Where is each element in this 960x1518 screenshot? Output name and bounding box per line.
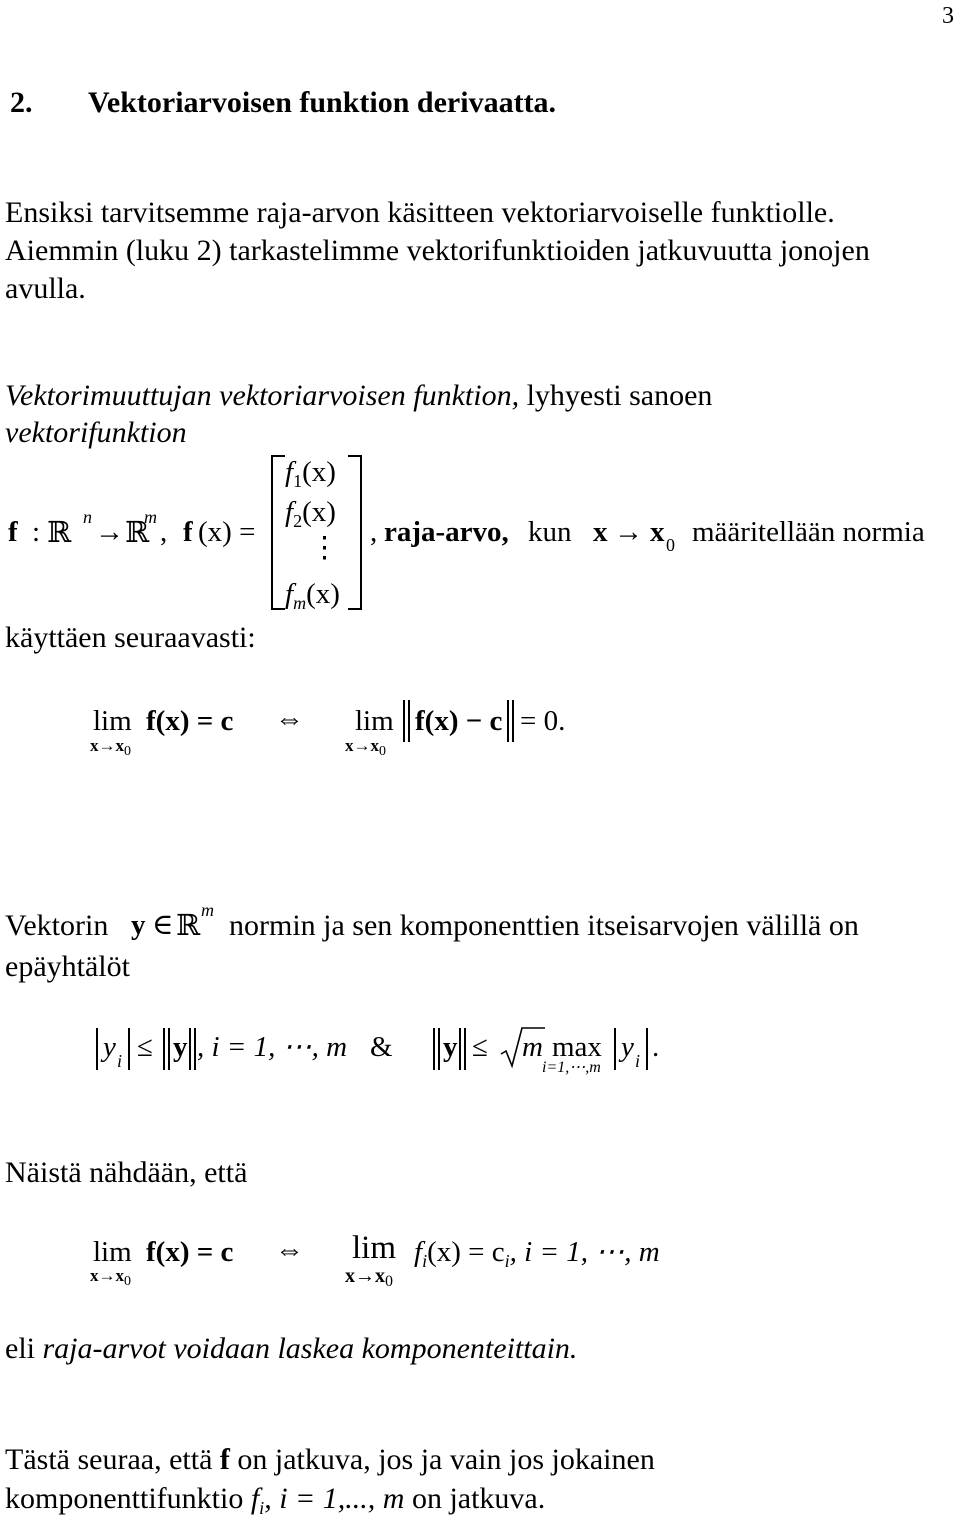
norm-y-right-2 bbox=[194, 1028, 196, 1070]
iff-1: ⇔ bbox=[275, 703, 304, 735]
left-bracket-bottom bbox=[271, 608, 285, 610]
y-i: y bbox=[103, 1031, 116, 1063]
lim-2-under-sub: 0 bbox=[379, 744, 386, 759]
lim-3-under bbox=[90, 1266, 131, 1289]
conclusion-lhs: f(x) = c bbox=[146, 1236, 234, 1268]
continuity-2a: komponenttifunktio bbox=[5, 1482, 244, 1515]
left-bracket bbox=[271, 455, 273, 610]
componentwise-italic: raja-arvot voidaan laskea komponenteittain. bbox=[42, 1332, 578, 1365]
abs-right bbox=[128, 1028, 130, 1070]
fx-arg: (x) = bbox=[198, 516, 256, 548]
max-y-i-sub: i bbox=[635, 1051, 641, 1071]
abs2-right bbox=[646, 1028, 648, 1070]
norm-y-1: y bbox=[173, 1031, 188, 1063]
norm-left-1 bbox=[403, 700, 405, 742]
lim-2-under-text: x→x bbox=[345, 736, 379, 755]
reals-codomain: ℝ bbox=[125, 515, 150, 549]
map-comma: , bbox=[160, 516, 168, 548]
component-f1 bbox=[285, 456, 336, 491]
continuity-fi-sub: i bbox=[259, 1498, 265, 1518]
continuity-1b: on jatkuva, jos ja vain jos jokainen bbox=[237, 1443, 655, 1476]
rhs-f: f bbox=[414, 1236, 423, 1268]
norm-right-2 bbox=[512, 700, 514, 742]
lim-2: lim bbox=[355, 705, 394, 737]
raja-arvo-term: raja-arvo, bbox=[384, 516, 509, 548]
arrow-map: → bbox=[95, 516, 124, 548]
left-bracket-top bbox=[271, 455, 285, 457]
limit-lhs-text: f(x) = c bbox=[146, 705, 234, 737]
fm-arg: (x) bbox=[306, 578, 340, 610]
x-var: x bbox=[593, 516, 608, 548]
norm-y-left-2 bbox=[168, 1028, 170, 1070]
iff-2: ⇔ bbox=[275, 1234, 304, 1266]
max-operator: max bbox=[552, 1031, 602, 1063]
page-number: 3 bbox=[942, 3, 954, 29]
max-under: i=1,⋯,m bbox=[542, 1059, 601, 1076]
right-bracket bbox=[360, 455, 362, 610]
reals-domain: ℝ bbox=[47, 515, 72, 549]
definition-line-1 bbox=[5, 381, 712, 411]
rhs-range: , i = 1, ⋯, m bbox=[509, 1236, 660, 1268]
abs-left bbox=[96, 1028, 98, 1070]
norm-right-1 bbox=[507, 700, 509, 742]
norm-y2-left-1 bbox=[433, 1028, 435, 1070]
maaritellaan-text: määritellään normia bbox=[692, 516, 925, 548]
x0-var: x bbox=[650, 516, 665, 548]
norm-y-left-1 bbox=[163, 1028, 165, 1070]
component-dots: ⋮ bbox=[310, 532, 339, 564]
leq-2: ≤ bbox=[472, 1031, 488, 1063]
conclusion-rhs bbox=[414, 1236, 660, 1271]
component-fm bbox=[285, 578, 340, 613]
definition-line-1-rest: lyhyesti sanoen bbox=[519, 379, 713, 412]
norm-line-1b: normin ja sen komponenttien itseisarvojen välillä on bbox=[229, 909, 859, 942]
section-number: 2. bbox=[10, 86, 33, 119]
norm-y2-right-2 bbox=[464, 1028, 466, 1070]
lim-2-under bbox=[345, 736, 386, 759]
x0-sub: 0 bbox=[666, 535, 675, 555]
norm-line-2: epäyhtälöt bbox=[5, 950, 130, 983]
fm-sub: m bbox=[293, 593, 307, 613]
definition-line-after: käyttäen seuraavasti: bbox=[5, 621, 256, 654]
lim-3-under-text: x→x bbox=[90, 1266, 124, 1285]
f1-sub: 1 bbox=[293, 471, 303, 491]
definition-term: Vektorimuuttujan vektoriarvoisen funktion, bbox=[5, 379, 520, 412]
abs2-left bbox=[614, 1028, 616, 1070]
f2-f: f bbox=[285, 496, 294, 528]
ampersand: & bbox=[370, 1031, 393, 1063]
fx-f: f bbox=[183, 516, 193, 548]
section-title: Vektoriarvoisen funktion derivaatta. bbox=[88, 86, 557, 119]
y-i-sub: i bbox=[117, 1051, 123, 1071]
leq-1: ≤ bbox=[137, 1031, 153, 1063]
componentwise-line bbox=[5, 1334, 577, 1364]
reals-m-exp: m bbox=[201, 900, 214, 920]
lim-4: lim bbox=[352, 1230, 397, 1266]
fm-f: f bbox=[285, 578, 294, 610]
lim-1-under bbox=[90, 736, 131, 759]
lim-4-under bbox=[345, 1265, 393, 1290]
continuity-line-2 bbox=[5, 1482, 546, 1518]
map-colon: : bbox=[32, 516, 41, 548]
index-range: , i = 1, ⋯, m bbox=[197, 1031, 348, 1063]
lim-3: lim bbox=[93, 1236, 132, 1268]
exponent-n: n bbox=[83, 507, 92, 527]
rhs-c-sub: i bbox=[504, 1251, 510, 1271]
lim-1: lim bbox=[93, 705, 132, 737]
continuity-range: , i = 1,..., m bbox=[264, 1482, 405, 1515]
after-comma: , bbox=[370, 516, 378, 548]
norm-y2-right-1 bbox=[459, 1028, 461, 1070]
eli-word: eli bbox=[5, 1332, 35, 1365]
norm-y-2: y bbox=[443, 1031, 458, 1063]
f1-f: f bbox=[285, 456, 294, 488]
f2-arg: (x) bbox=[302, 496, 336, 528]
lim-1-under-sub: 0 bbox=[124, 744, 131, 759]
norm-y: y bbox=[131, 909, 146, 941]
right-bracket-top bbox=[348, 455, 362, 457]
norm-y-right-1 bbox=[189, 1028, 191, 1070]
right-bracket-bottom bbox=[348, 608, 362, 610]
norm-y2-left-2 bbox=[438, 1028, 440, 1070]
rhs-expr: (x) = c bbox=[427, 1236, 505, 1268]
max-y-i: y bbox=[621, 1031, 634, 1063]
lim-3-under-sub: 0 bbox=[124, 1274, 131, 1289]
norm-content: f(x) − c bbox=[415, 705, 503, 737]
continuity-1a: Tästä seuraa, että bbox=[5, 1443, 213, 1476]
continuity-fi: f bbox=[250, 1482, 260, 1515]
intro-line-2: Aiemmin (luku 2) tarkastelimme vektorifunktioiden jatkuvuutta jonojen bbox=[5, 234, 870, 267]
sqrt-m: m bbox=[522, 1031, 543, 1063]
ineq-end: . bbox=[652, 1031, 660, 1063]
element-of: ∈ bbox=[152, 909, 174, 941]
map-f: f bbox=[8, 516, 18, 548]
lim-4-under-sub: 0 bbox=[385, 1273, 393, 1290]
lim-1-under-text: x→x bbox=[90, 736, 124, 755]
conclusion-line: Näistä nähdään, että bbox=[5, 1156, 248, 1189]
reals-m: ℝ bbox=[176, 908, 201, 942]
limit-rhs: = 0. bbox=[520, 705, 566, 737]
component-f2 bbox=[285, 496, 336, 531]
definition-line-2: vektorifunktion bbox=[5, 416, 187, 449]
arrow-limit: → bbox=[614, 516, 643, 548]
f2-sub: 2 bbox=[293, 511, 303, 531]
f1-arg: (x) bbox=[302, 456, 336, 488]
continuity-line-1 bbox=[5, 1445, 655, 1475]
norm-line-1a: Vektorin bbox=[5, 909, 109, 942]
continuity-f: f bbox=[219, 1443, 230, 1476]
exponent-m: m bbox=[144, 507, 157, 527]
continuity-2b: on jatkuva. bbox=[411, 1482, 546, 1515]
intro-line-3: avulla. bbox=[5, 272, 86, 305]
lim-4-under-text: x→x bbox=[345, 1265, 385, 1287]
rhs-f-sub: i bbox=[422, 1251, 428, 1271]
intro-line-1: Ensiksi tarvitsemme raja-arvon käsitteen vektoriarvoiselle funktiolle. bbox=[5, 196, 835, 229]
norm-left-2 bbox=[408, 700, 410, 742]
limit-lhs bbox=[146, 707, 233, 736]
kun-word: kun bbox=[528, 516, 572, 548]
